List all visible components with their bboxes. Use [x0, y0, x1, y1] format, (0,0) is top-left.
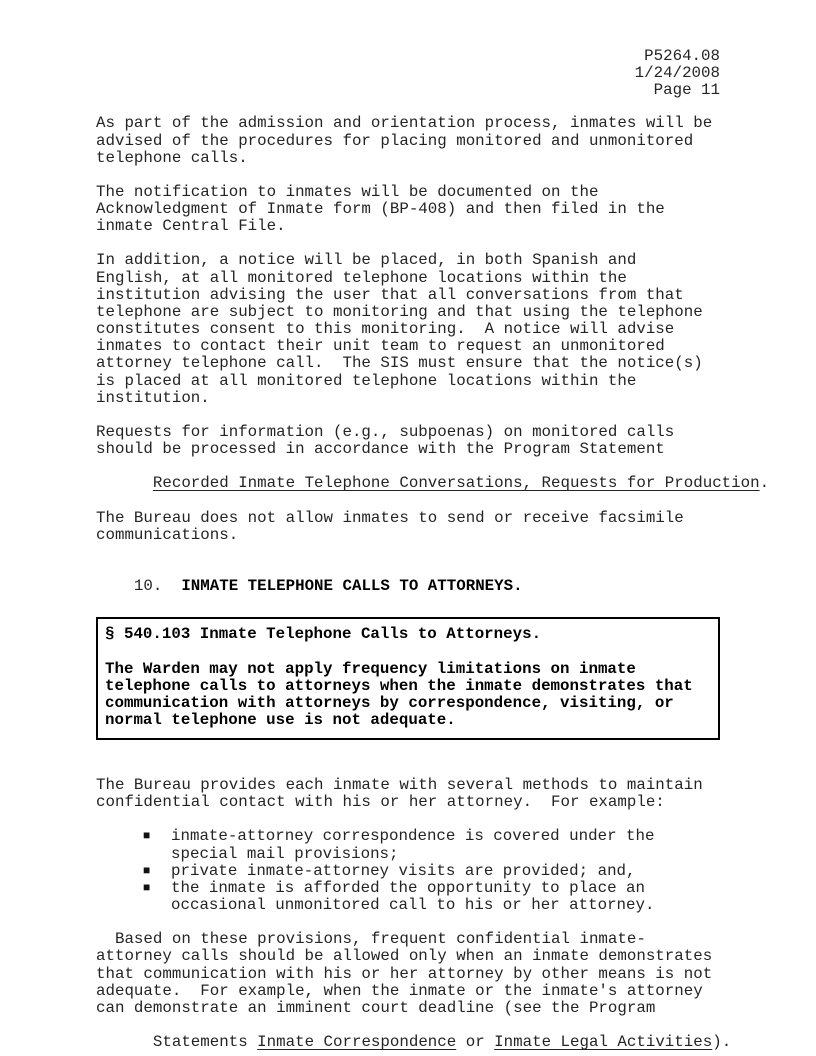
bullet-list	[96, 828, 720, 914]
text-line: can demonstrate an imminent court deadline (see the Program	[96, 998, 656, 1017]
section-number: 10.	[133, 577, 182, 596]
program-statement-reference: Inmate Correspondence	[257, 1033, 457, 1052]
list-item	[96, 863, 720, 880]
doc-date: 1/24/2008	[634, 64, 720, 83]
text-line: special mail provisions;	[171, 844, 399, 863]
reference-suffix: .	[759, 474, 770, 493]
text-line: As part of the admission and orientation process, inmates will be	[96, 114, 713, 133]
text-line: normal telephone use is not adequate.	[105, 711, 456, 729]
paragraph-requests-lines-before	[96, 424, 720, 458]
page-header	[96, 48, 720, 99]
list-item	[96, 828, 720, 862]
text-line: advised of the procedures for placing monitored and unmonitored	[96, 131, 694, 150]
text-line: communication with attorneys by correspondence, visiting, or	[105, 693, 674, 712]
program-statement-reference: Inmate Legal Activities	[494, 1033, 713, 1052]
paragraph-confidential-methods	[96, 777, 720, 811]
text-line: attorney telephone call. The SIS must ensure that the notice(s)	[96, 354, 703, 373]
text-line: adequate. For example, when the inmate or the inmate's attorney	[96, 981, 703, 1000]
text-line: English, at all monitored telephone locations within the	[96, 268, 627, 287]
text-line: constitutes consent to this monitoring. A notice will advise	[96, 320, 675, 339]
section-title: INMATE TELEPHONE CALLS TO ATTORNEYS.	[181, 577, 523, 596]
bullet-icon: ■	[143, 829, 151, 844]
paragraph-requests-lines-after	[96, 510, 720, 544]
text-line: should be processed in accordance with the Program Statement	[96, 439, 665, 458]
text-line: telephone calls to attorneys when the inmate demonstrates that	[105, 676, 693, 695]
regulation-box	[96, 617, 720, 740]
paragraph-based-on-provisions	[96, 930, 732, 1056]
reference-prefix: Statements	[152, 1033, 258, 1052]
text-line: In addition, a notice will be placed, in both Spanish and	[96, 251, 637, 270]
text-line: The Bureau does not allow inmates to send or receive facsimile	[96, 508, 684, 527]
bullet-icon: ■	[143, 863, 151, 878]
list-item-text	[171, 880, 720, 914]
reference-suffix: ).	[712, 1033, 732, 1052]
paragraph-provisions-lines	[96, 931, 720, 1017]
bullet-icon: ■	[143, 880, 151, 895]
text-line: institution.	[96, 388, 210, 407]
page-number: Page 11	[653, 81, 720, 100]
text-line: inmate Central File.	[96, 217, 286, 236]
program-statement-reference: Recorded Inmate Telephone Conversations, Requests for Production	[152, 474, 760, 493]
program-statements-reference-line	[96, 1017, 732, 1056]
text-line: Acknowledgment of Inmate form (BP-408) and then filed in the	[96, 200, 665, 219]
section-heading	[96, 561, 720, 612]
text-line: confidential contact with his or her attorney. For example:	[96, 793, 665, 812]
text-line: telephone are subject to monitoring and that using the telephone	[96, 302, 703, 321]
doc-number: P5264.08	[644, 47, 720, 65]
program-statement-reference-line	[96, 458, 770, 509]
text-line: communications.	[96, 525, 239, 544]
text-line: inmates to contact their unit team to request an unmonitored	[96, 337, 665, 356]
text-line: occasional unmonitored call to his or her attorney.	[171, 896, 655, 915]
text-line: private inmate-attorney visits are provided; and,	[171, 861, 636, 880]
text-line: Requests for information (e.g., subpoenas) on monitored calls	[96, 422, 675, 441]
regulation-text	[105, 661, 712, 730]
regulation-heading: § 540.103 Inmate Telephone Calls to Attorneys.	[105, 625, 542, 644]
list-item	[96, 880, 720, 914]
text-line: institution advising the user that all conversations from that	[96, 285, 684, 304]
reference-middle: or	[456, 1033, 495, 1052]
paragraph-notice-placement	[96, 252, 720, 406]
text-line: Based on these provisions, frequent confidential inmate-	[96, 930, 646, 949]
text-line: telephone calls.	[96, 148, 248, 167]
text-line: inmate-attorney correspondence is covered under the	[171, 827, 655, 846]
text-line: The Warden may not apply frequency limitations on inmate	[105, 659, 636, 678]
paragraph-admission-orientation	[96, 115, 720, 166]
text-line: that communication with his or her attorney by other means is not	[96, 964, 713, 983]
text-line: The notification to inmates will be documented on the	[96, 182, 599, 201]
text-line: The Bureau provides each inmate with several methods to maintain	[96, 776, 703, 795]
paragraph-notification	[96, 184, 720, 235]
text-line: the inmate is afforded the opportunity to place an	[171, 878, 645, 897]
list-item-text	[171, 828, 720, 862]
text-line: is placed at all monitored telephone locations within the	[96, 371, 637, 390]
paragraph-requests-for-information	[96, 422, 770, 544]
text-line: attorney calls should be allowed only when an inmate demonstrates	[96, 947, 713, 966]
list-item-text	[171, 863, 720, 880]
